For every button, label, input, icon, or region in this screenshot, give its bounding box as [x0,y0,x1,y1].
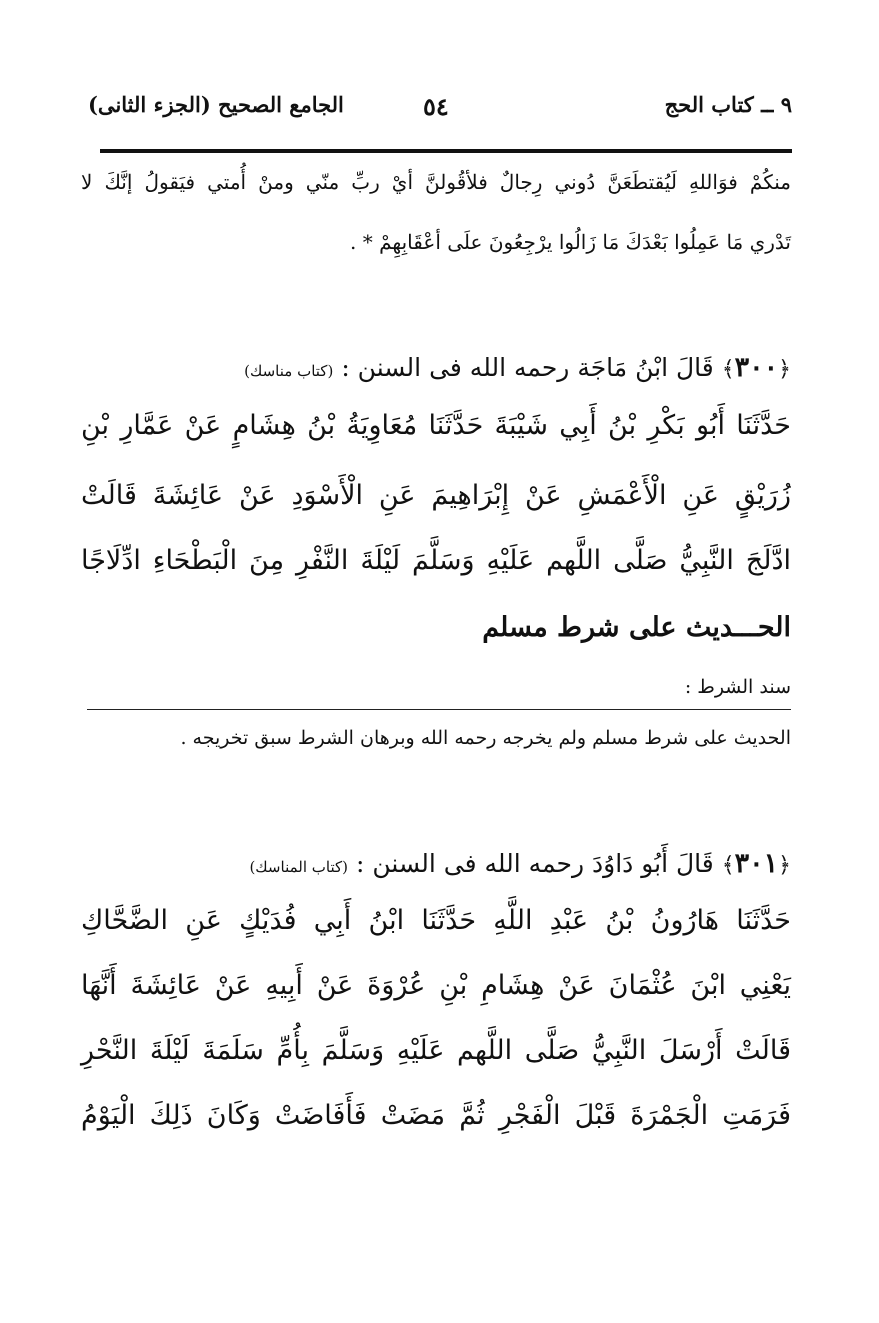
label-rule [87,709,791,710]
hadith-301-line-4: فَرَمَتِ الْجَمْرَةَ قَبْلَ الْفَجْرِ ثُمَّ مَضَتْ فَأَفَاضَتْ وَكَانَ ذَلِكَ الْيَوْمُ [81,1100,791,1131]
running-header [88,86,792,130]
hadith-301-line-3: قَالَتْ أَرْسَلَ النَّبِيُّ صَلَّى اللَّهم عَلَيْهِ وَسَلَّمَ بِأُمِّ سَلَمَةَ لَيْلَةَ النَّحْرِ [81,1035,791,1066]
hadith-300-heading [81,352,791,383]
ornament-icon: ﴿ [778,853,791,878]
hadith-300-line-2: زُرَيْقٍ عَنِ الْأَعْمَشِ عَنْ إِبْرَاهِيمَ عَنِ الْأَسْوَدِ عَنْ عَائِشَةَ قَالَتْ [81,480,791,511]
hadith-300-verdict: الحـــديث على شرط مسلم [482,612,791,643]
hadith-300-number: ٣٠٠ [734,352,779,383]
hadith-301-source: (كتاب المناسك) [249,858,348,876]
ornament-icon: ﴾ [721,853,735,878]
hadith-300-line-3: ادَّلَجَ النَّبِيُّ صَلَّى اللَّهم عَلَيْهِ وَسَلَّمَ لَيْلَةَ النَّفْرِ مِنَ الْبَطْحَاءِ ادِّلَاجًا [81,545,791,576]
continuation-line-2: تَدْري مَا عَمِلُوا بَعْدَكَ مَا زَالُوا يرْجِعُونَ علَى أعْقَابِهِمْ * . [350,230,791,254]
hadith-301-line-2: يَعْنِي ابْنَ عُثْمَانَ عَنْ هِشَامِ بْنِ عُرْوَةَ عَنْ أَبِيهِ عَنْ عَائِشَةَ أَنَّهَا [81,970,791,1001]
hadith-301-number: ٣٠١ [734,848,779,879]
hadith-301-heading [81,848,791,879]
ornament-icon: ﴿ [778,357,791,382]
chain-label: سند الشرط : [684,676,791,698]
hadith-300-line-1: حَدَّثَنَا أَبُو بَكْرِ بْنُ أَبِي شَيْبَةَ حَدَّثَنَا مُعَاوِيَةُ بْنُ هِشَامٍ عَنْ عَمَّارِ بْنِ [81,410,791,441]
header-rule [100,149,792,153]
header-book-title: الجامع الصحيح (الجزء الثانى) [88,92,344,117]
continuation-line-1: منكُمْ فوَاللهِ لَيُقتطَعَنَّ دُوني رِجالٌ فلأقُولنَّ أيْ ربِّ منّي ومنْ أُمتي فيَقولُ إنَّكَ لا [81,170,791,194]
hadith-300-note: الحديث على شرط مسلم ولم يخرجه رحمه الله وبرهان الشرط سبق تخريجه . [180,727,791,749]
hadith-301-narrator: قَالَ أَبُو دَاوُدَ رحمه الله فى السنن : [356,849,714,878]
hadith-301-line-1: حَدَّثَنَا هَارُونُ بْنُ عَبْدِ اللَّهِ حَدَّثَنَا ابْنُ أَبِي فُدَيْكٍ عَنِ الضَّحَّاكِ [81,905,791,936]
hadith-300-narrator: قَالَ ابْنُ مَاجَة رحمه الله فى السنن : [341,353,714,382]
hadith-300-source: (كتاب مناسك) [244,362,334,380]
header-page-number: ٥٤ [423,92,449,121]
ornament-icon: ﴾ [721,357,735,382]
header-chapter: ٩ ــ كتاب الحج [664,92,792,117]
